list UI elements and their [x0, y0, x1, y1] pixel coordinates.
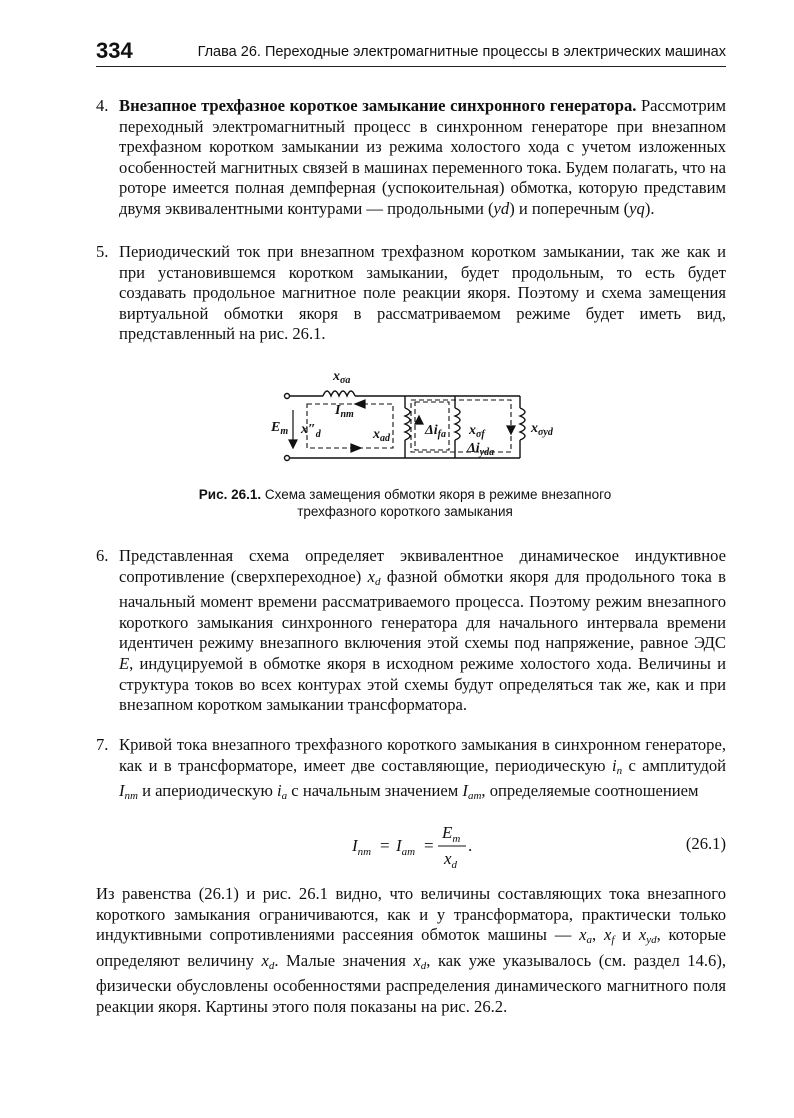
- symbol-ia-sub: a: [281, 790, 288, 803]
- equation-number: (26.1): [685, 834, 726, 853]
- symbol-ia: i: [277, 781, 282, 801]
- final-paragraph: [96, 884, 726, 1018]
- symbol-inm-sub: nm: [124, 790, 138, 803]
- svg-text:xd: $x_d$: [444, 849, 458, 871]
- symbol-i-sub: n: [616, 764, 623, 777]
- svg-text:Iam: $I_{am}$: [396, 836, 416, 858]
- item-body-mid: ) и поперечным (: [509, 198, 630, 218]
- item-heading: Внезапное трехфазное короткое замыкание синхронного генератора.: [119, 96, 637, 115]
- symbol-x-sub: d: [374, 575, 381, 588]
- text-a: Представленная схема определяет эквивалентное динамическое индуктивное сопротивление (сверхпереходное): [119, 546, 726, 586]
- label-e-m: $E_m$: [271, 420, 289, 437]
- symbol-iam-sub: am: [467, 790, 482, 803]
- symbol-xa-sub: a: [586, 934, 592, 947]
- symbol-xd2-sub: d: [420, 959, 427, 972]
- label-i-nm: $I_{nm}$: [335, 403, 354, 420]
- symbol-xf: x: [603, 925, 612, 945]
- symbol-xd: x: [261, 950, 269, 970]
- running-title: Глава 26. Переходные электромагнитные процессы в электрических машинах: [197, 44, 726, 60]
- symbol-x: x: [367, 566, 375, 586]
- svg-text:Inm: $I_{nm}$: [352, 836, 372, 858]
- caption-line-2: трехфазного короткого замыкания: [297, 504, 513, 519]
- item-number: 7.: [96, 735, 109, 754]
- symbol-xd-sub: d: [268, 959, 275, 972]
- item-number: 6.: [96, 546, 109, 565]
- label-x-sigma-yd: $x_{\sigma yd}$: [531, 421, 553, 438]
- text-b: с амплитудой: [622, 755, 726, 775]
- item-text: [119, 735, 726, 807]
- item-body-end: ).: [644, 198, 655, 218]
- text-d: с начальным значением: [287, 781, 463, 801]
- formula-26-1: [350, 820, 490, 870]
- symbol-xd2: x: [413, 950, 421, 970]
- label-x-sigma-f: $x_{\sigma f}$: [469, 423, 485, 440]
- symbol-xf-sub: f: [611, 934, 615, 947]
- text-b: , которые определяют величину: [96, 925, 726, 970]
- caption-label: Рис. 26.1.: [198, 487, 262, 502]
- svg-text:Em: $E_m$: [442, 823, 461, 845]
- symbol-xyd: x: [638, 925, 647, 945]
- list-item-4: [96, 96, 726, 220]
- symbol-xa: x: [579, 925, 587, 945]
- list-item-5: [96, 242, 726, 345]
- text-e: , определяемые соотношением: [481, 781, 699, 801]
- text-a: Из равенства (26.1) и рис. 26.1 видно, что величины составляющих тока внезапного короткого замыкания ограничиваются, как и у трансформатора, практически только индуктивными сопротивлениями рассеяния обмоток машины —: [96, 884, 726, 945]
- symbol-inm: I: [119, 781, 125, 801]
- comma: ,: [591, 925, 597, 945]
- text-d: , как уже указывалось (см. раздел 14.6), физически обусловлены особенностями распределения динамического магнитного поля реакции якоря. Картины этого поля показаны на рис. 26.2.: [96, 950, 727, 1016]
- symbol-iam: I: [462, 781, 468, 801]
- svg-text:=: =: [424, 836, 434, 855]
- label-x-sigma-a: $x_{\sigma a}$: [333, 369, 351, 386]
- svg-text:.: .: [468, 836, 473, 855]
- symbol-xyd-sub: yd: [646, 934, 657, 947]
- circuit-diagram: [271, 358, 575, 476]
- symbol-yd: yd: [493, 198, 510, 218]
- item-text: [119, 546, 726, 716]
- text-c: и апериодическую: [137, 781, 278, 801]
- page-header: [96, 36, 726, 67]
- item-text: [119, 96, 726, 220]
- label-x-ad: $x_{ad}$: [373, 427, 390, 444]
- text-c: . Малые значения: [274, 950, 414, 970]
- svg-text:=: =: [380, 836, 390, 855]
- symbol-i: i: [611, 755, 617, 775]
- label-x-d-double-prime: $x''_d$: [301, 422, 321, 440]
- label-delta-i-yda: $\Delta i_{yda}$: [467, 441, 495, 458]
- text-b: фазной обмотки якоря для продольного тока в начальный момент времени рассматриваемого процесса. Поэтому режим внезапного короткого замыкания синхронного генератора для начального интервала времени идентичен режиму внезапного включения этой схемы под напряжение, равное ЭДС: [119, 566, 726, 653]
- caption-line-1: Схема замещения обмотки якоря в режиме внезапного: [261, 487, 612, 502]
- list-item-6: [96, 546, 726, 716]
- text-a: Кривой тока внезапного трехфазного короткого замыкания в синхронном генераторе, как и в трансформаторе, имеет две составляющие, периодическую: [119, 735, 726, 775]
- symbol-e: E: [119, 653, 130, 673]
- symbol-yq: yq: [629, 198, 645, 218]
- page-number: 334: [96, 38, 133, 63]
- item-text: Периодический ток при внезапном трехфазном коротком замыкании, так же как и при установившемся коротком замыкании, будет продольным, то есть будет создавать продольное магнитное поле реакции якоря. Поэтому и схема замещения виртуальной обмотки якоря в рассматриваемом режиме будет иметь вид, представленный на рис. 26.1.: [119, 242, 726, 344]
- text-c: , индуцируемой в обмотке якоря в исходном режиме холостого хода. Величины и структура токов во всех контурах этой схемы будут определяться так же, как и при внезапном коротком замыкании трансформатора.: [119, 653, 726, 715]
- list-item-7: [96, 735, 726, 807]
- label-delta-i-fa: $\Delta i_{fa}$: [425, 423, 447, 440]
- item-number: 5.: [96, 242, 109, 261]
- item-number: 4.: [96, 96, 109, 115]
- item-body: Рассмотрим переходный электромагнитный процесс в синхронном генераторе при внезапном трехфазном коротком замыкании из режима холостого хода с учетом изложенных особенностей магнитных связей в машинах переменного тока. Будем полагать, что на роторе имеется полная демпферная (успокоительная) обмотка, которую представим двумя эквивалентными контурами — продольными (: [119, 96, 726, 218]
- and: и: [614, 925, 639, 945]
- figure-caption: [180, 486, 630, 520]
